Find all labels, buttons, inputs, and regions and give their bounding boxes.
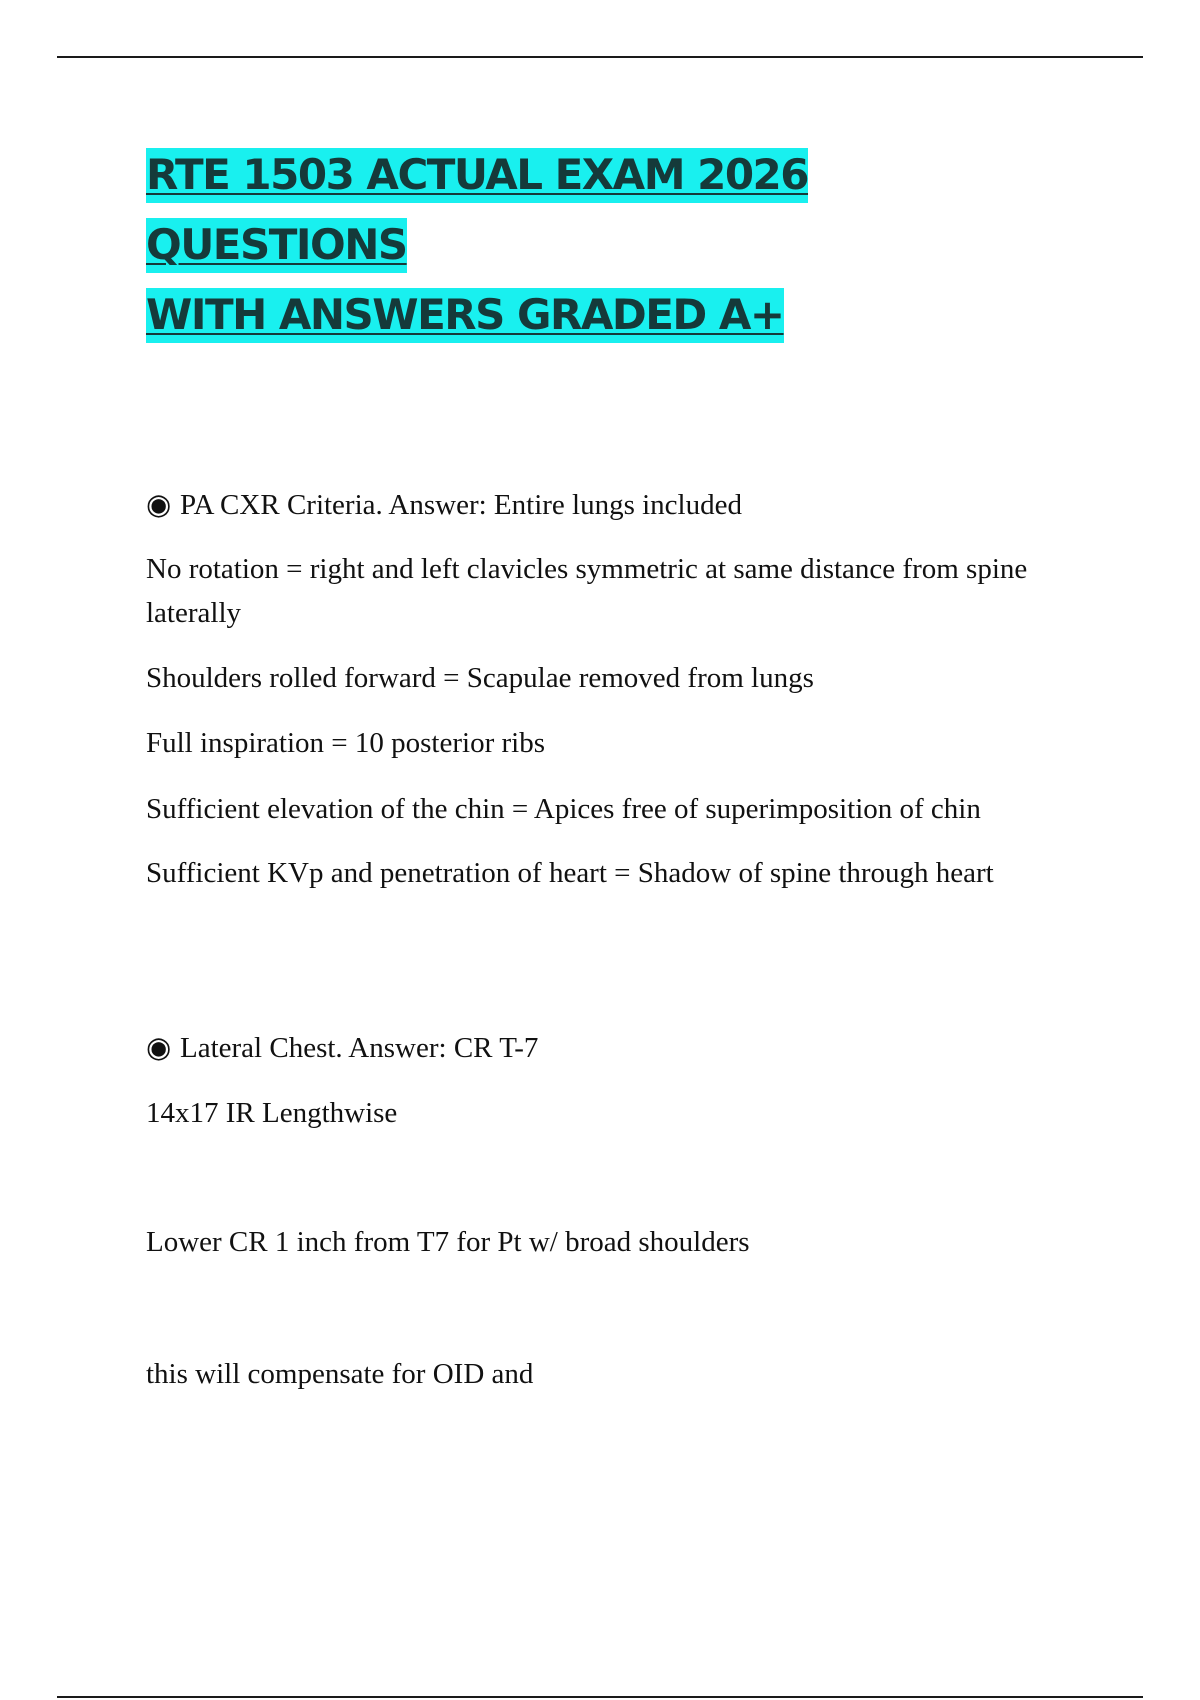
question-2-text: Lateral Chest. Answer: CR T-7 (180, 1032, 539, 1064)
answer-line: Sufficient KVp and penetration of heart = Shadow of spine through heart (146, 857, 994, 889)
radio-bullet-icon: ◉ (146, 489, 172, 521)
answer-line: Sufficient elevation of the chin = Apices free of superimposition of chin (146, 793, 981, 825)
bottom-rule (57, 1696, 1143, 1698)
question-2 (146, 1026, 1086, 1070)
document-title (146, 140, 1066, 350)
title-line-1: RTE 1503 ACTUAL EXAM 2026 QUESTIONS (146, 148, 808, 273)
answer-line: Full inspiration = 10 posterior ribs (146, 727, 545, 759)
answer-line: 14x17 IR Lengthwise (146, 1097, 398, 1129)
title-line-2: WITH ANSWERS GRADED A+ (146, 288, 784, 343)
answer-line: Shoulders rolled forward = Scapulae removed from lungs (146, 662, 814, 694)
answer-line: this will compensate for OID and (146, 1358, 534, 1390)
radio-bullet-icon: ◉ (146, 1032, 172, 1064)
question-1-text: PA CXR Criteria. Answer: Entire lungs included (180, 489, 742, 521)
top-rule (57, 56, 1143, 58)
question-1 (146, 483, 1086, 527)
answer-line: No rotation = right and left clavicles symmetric at same distance from spine laterally (146, 553, 1028, 629)
answer-line: Lower CR 1 inch from T7 for Pt w/ broad shoulders (146, 1226, 750, 1258)
